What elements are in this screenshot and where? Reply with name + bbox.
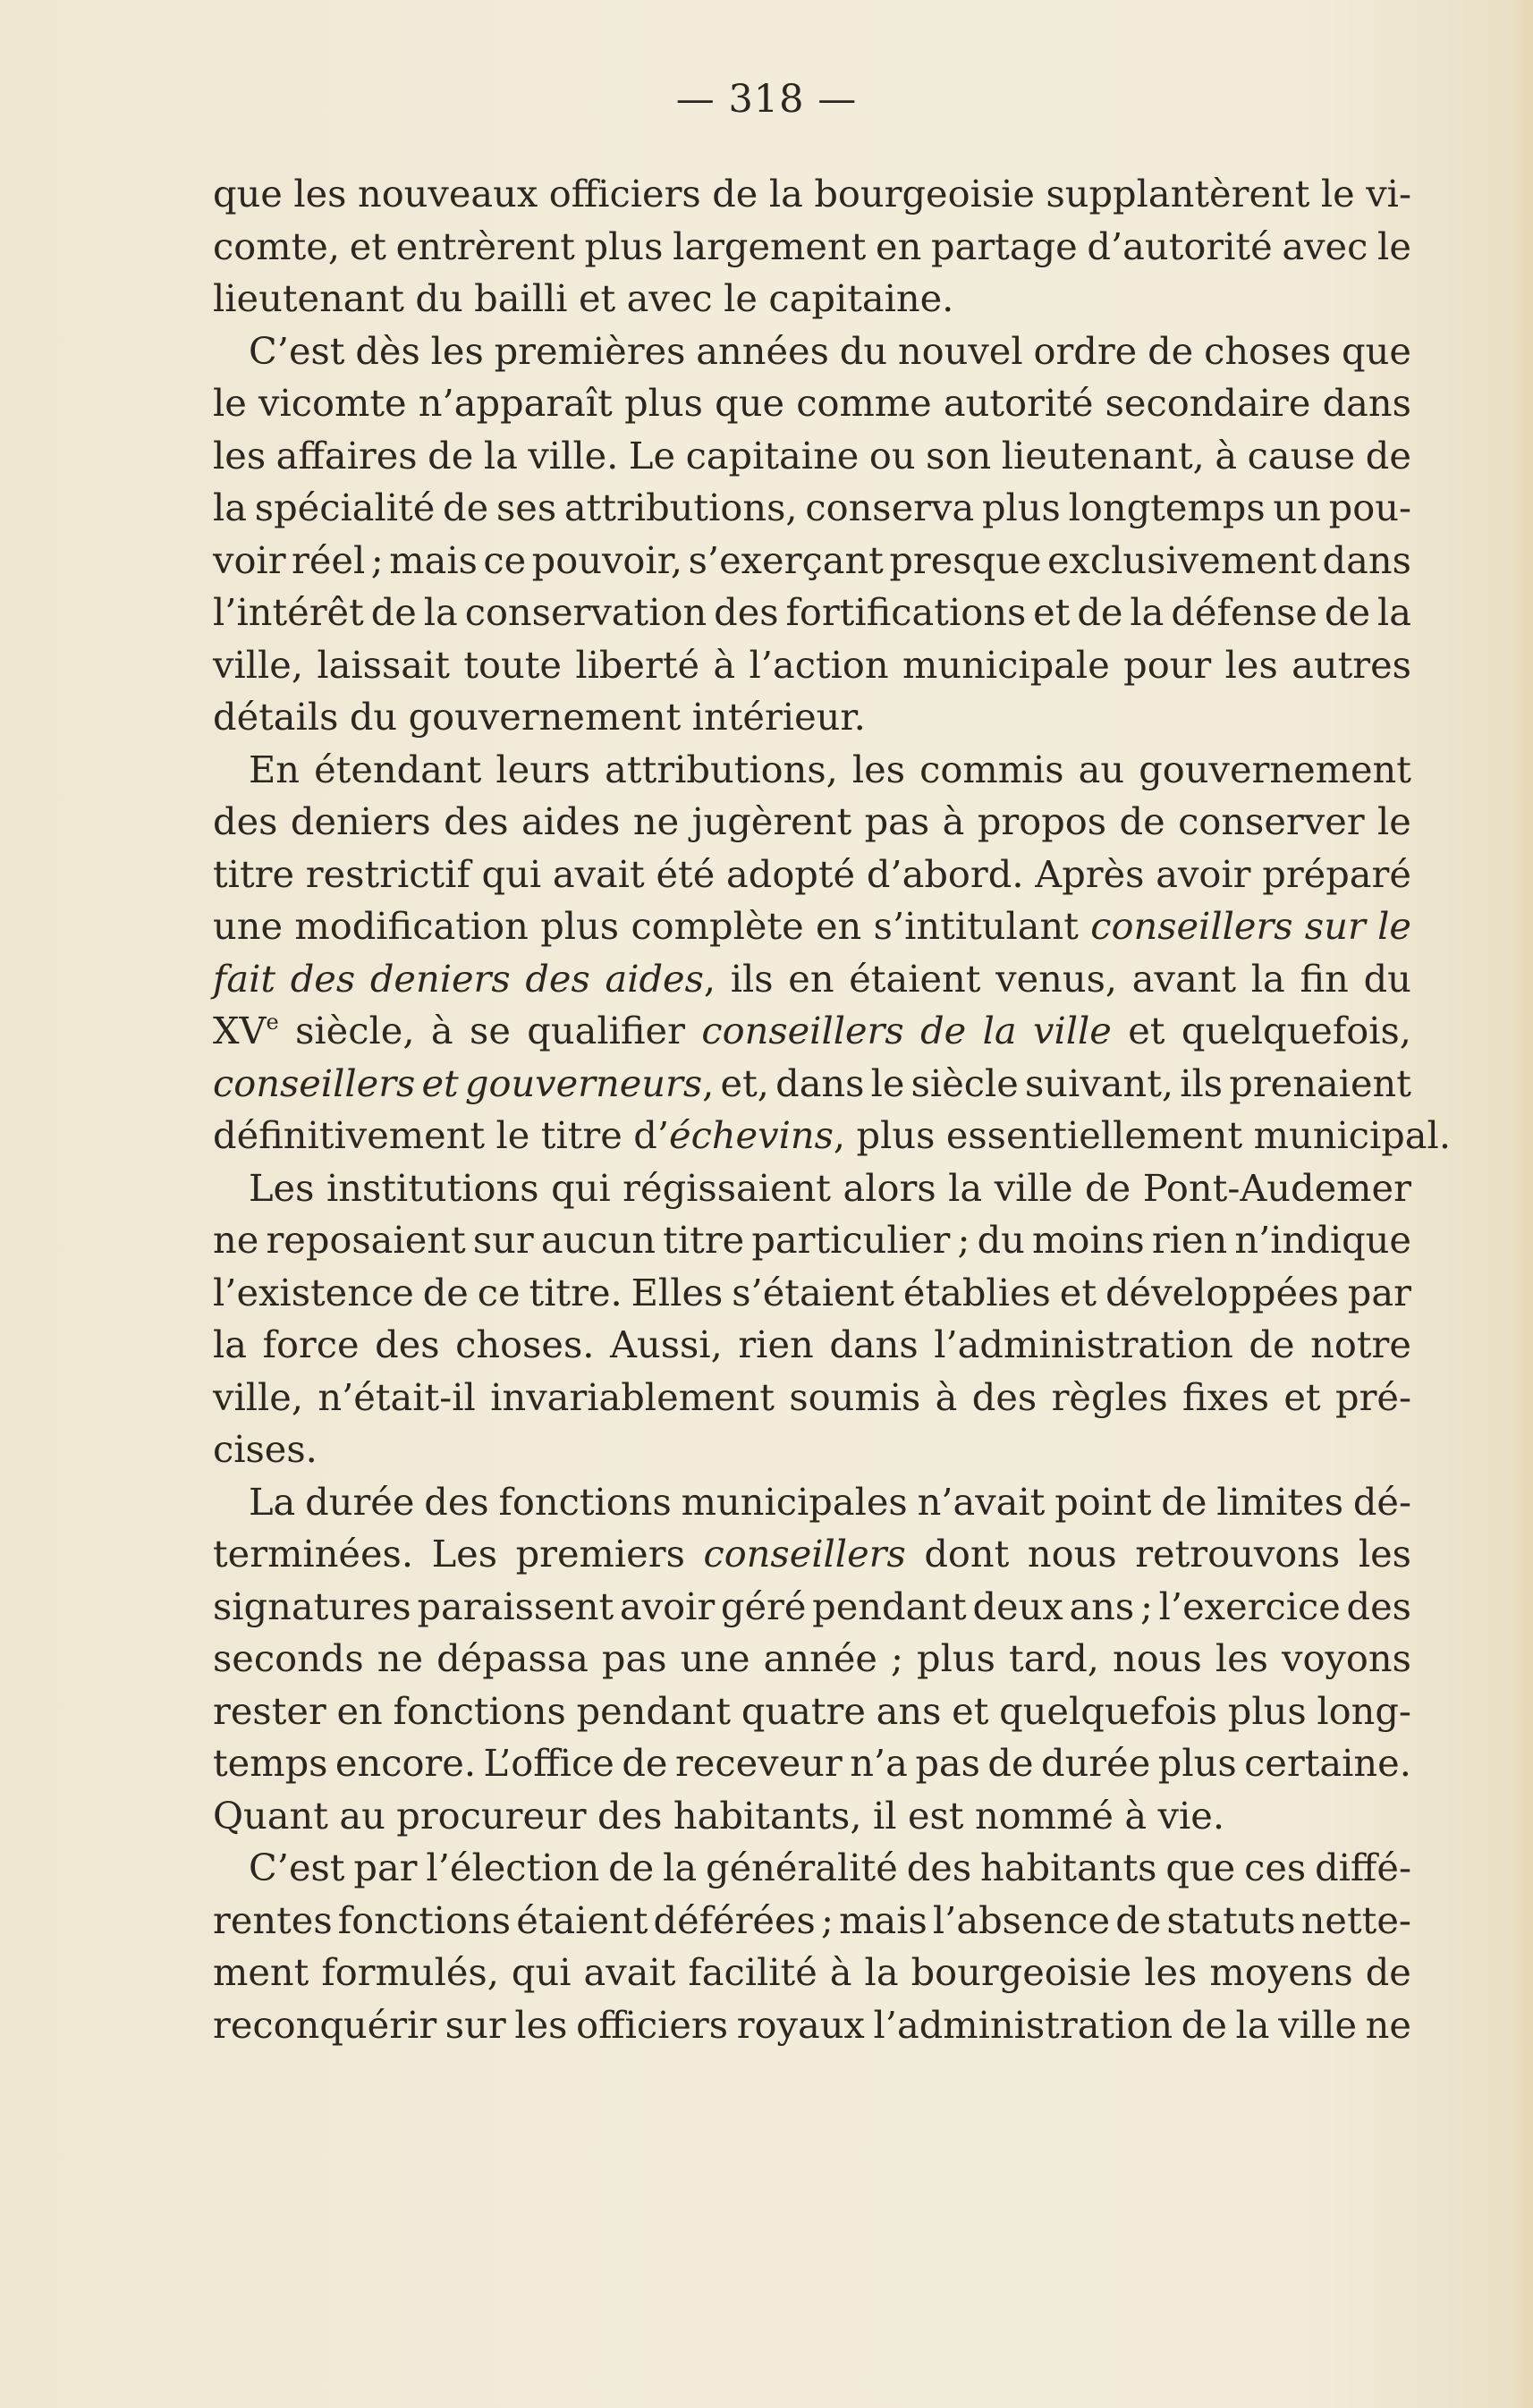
text-line: définitivement le titre d’échevins, plus essentiellement municipal.	[213, 1113, 1452, 1157]
text-line: cises.	[213, 1427, 318, 1471]
text-line: conseillers et gouverneurs, et, dans le siècle suivant, ils prenaient	[213, 1060, 1411, 1105]
text-line: titre restrictif qui avait été adopté d’abord. Après avoir préparé	[213, 851, 1411, 896]
text-line: fait des deniers des aides, ils en étaient venus, avant la fin du	[213, 956, 1411, 1001]
text-line: temps encore. L’office de receveur n’a pas de durée plus certaine.	[213, 1741, 1411, 1785]
text-line: seconds ne dépassa pas une année ; plus tard, nous les voyons	[213, 1636, 1411, 1680]
text-line: terminées. Les premiers conseillers dont nous retrouvons les	[213, 1532, 1411, 1576]
text-line: ville, laissait toute liberté à l’action municipale pour les autres	[213, 642, 1411, 687]
text-line: C’est par l’élection de la généralité des habitants que ces diffé-	[249, 1846, 1411, 1889]
text-line: l’existence de ce titre. Elles s’étaient établies et développées par	[213, 1270, 1411, 1314]
text-line: Les institutions qui régissaient alors la ville de Pont-Audemer	[249, 1165, 1411, 1210]
text-line: La durée des fonctions municipales n’avait point de limites dé-	[249, 1479, 1411, 1524]
text-line: rester en fonctions pendant quatre ans et quelquefois plus long-	[213, 1688, 1411, 1733]
text-line: l’intérêt de la conservation des fortifications et de la défense de la	[213, 590, 1411, 634]
text-line: détails du gouvernement intérieur.	[213, 695, 866, 739]
text-line: ne reposaient sur aucun titre particulier ; du moins rien n’indique	[213, 1218, 1411, 1262]
text-line: lieutenant du bailli et avec le capitaine.	[213, 276, 954, 320]
text-line: rentes fonctions étaient déférées ; mais l’absence de statuts nette-	[213, 1897, 1411, 1942]
text-line: des deniers des aides ne jugèrent pas à propos de conserver le	[213, 799, 1411, 843]
page-number: — 318 —	[675, 77, 858, 122]
page-edge-shadow	[1506, 0, 1533, 2408]
text-line: En étendant leurs attributions, les commis au gouvernement	[249, 747, 1411, 791]
text-line: la force des choses. Aussi, rien dans l’administration de notre	[213, 1322, 1411, 1366]
text-line: ment formulés, qui avait facilité à la bourgeoisie les moyens de	[213, 1950, 1411, 1994]
text-line: voir réel ; mais ce pouvoir, s’exerçant presque exclusivement dans	[213, 537, 1411, 582]
body-text	[213, 168, 1452, 2051]
text-line: XVe siècle, à se qualifier conseillers de la ville et quelquefois,	[213, 1009, 1411, 1052]
text-line: que les nouveaux officiers de la bourgeoisie supplantèrent le vi-	[213, 172, 1411, 215]
text-line: Quant au procureur des habitants, il est nommé à vie.	[213, 1793, 1225, 1838]
text-line: reconquérir sur les officiers royaux l’administration de la ville ne	[213, 2002, 1411, 2047]
text-line: la spécialité de ses attributions, conserva plus longtemps un pou-	[213, 486, 1411, 529]
text-line: ville, n’était-il invariablement soumis à des règles fixes et pré-	[213, 1374, 1411, 1419]
text-line: signatures paraissent avoir géré pendant deux ans ; l’exercice des	[213, 1584, 1411, 1628]
text-line: C’est dès les premières années du nouvel ordre de choses que	[249, 328, 1411, 373]
text-line: une modification plus complète en s’intitulant conseillers sur le	[213, 904, 1411, 948]
text-line: comte, et entrèrent plus largement en partage d’autorité avec le	[213, 224, 1411, 268]
text-line: le vicomte n’apparaît plus que comme autorité secondaire dans	[213, 381, 1411, 425]
text-line: les affaires de la ville. Le capitaine ou son lieutenant, à cause de	[213, 433, 1411, 477]
